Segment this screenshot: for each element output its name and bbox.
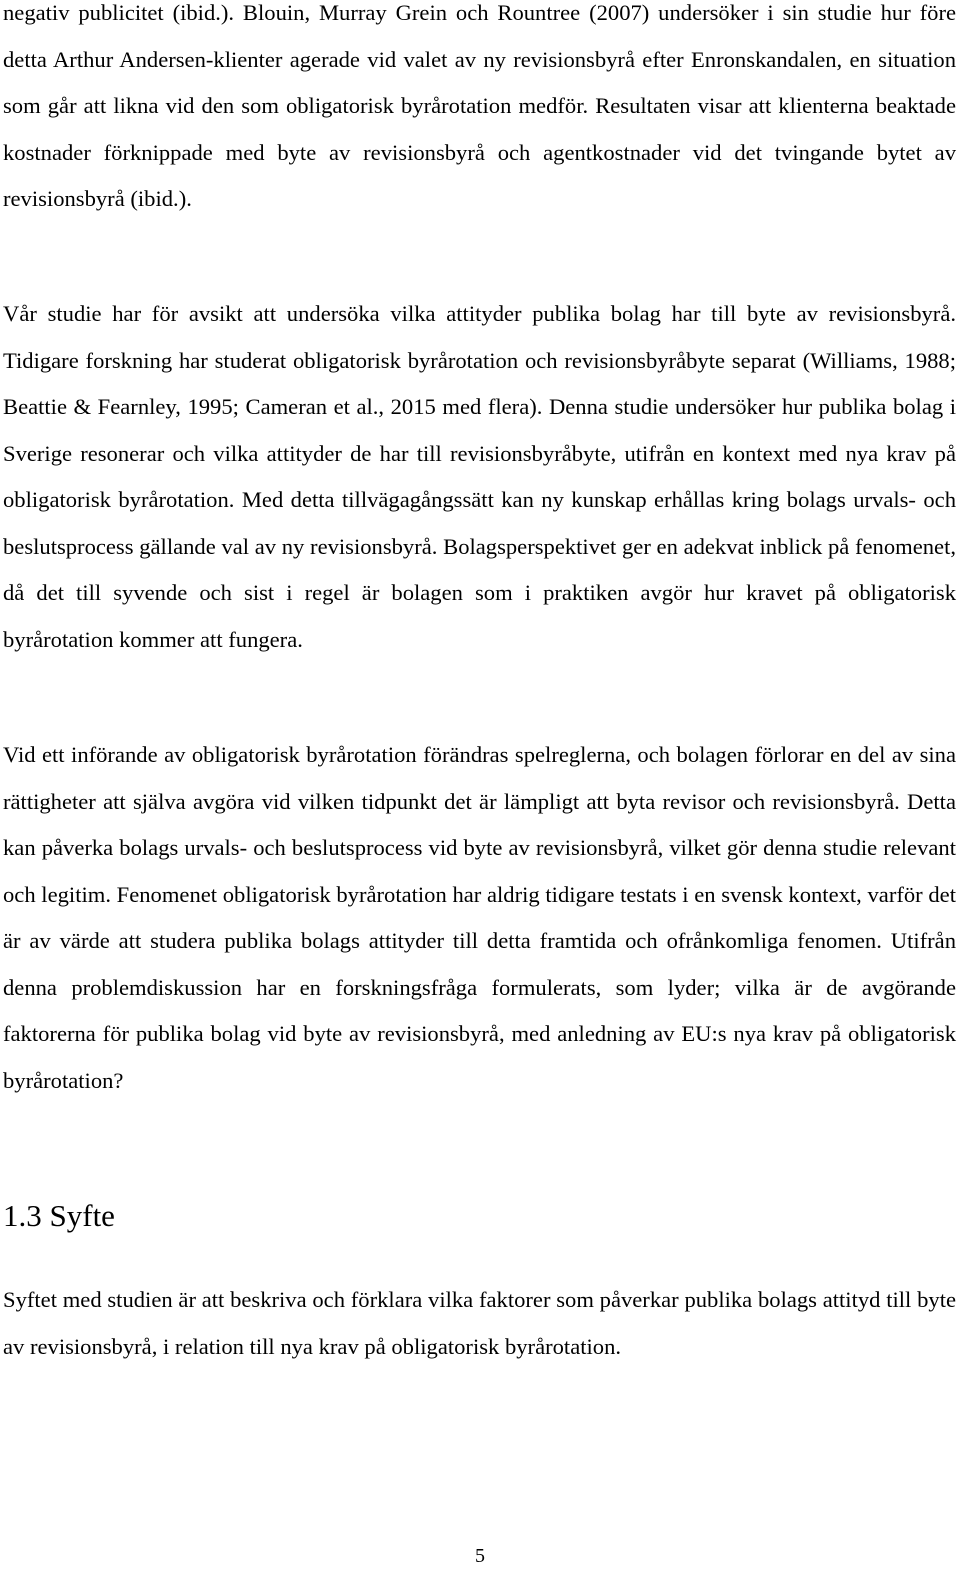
- paragraph-purpose: Syftet med studien är att beskriva och förklara vilka faktorer som påverkar publika bolags attityd till byte av revisionsbyrå, i relation till nya krav på obligatorisk byrårotation.: [3, 1287, 956, 1359]
- paragraph-audit-firm-switch-study: negativ publicitet (ibid.). Blouin, Murray Grein och Rountree (2007) undersöker i sin studie hur före detta Arthur Andersen-klienter agerade vid valet av ny revisionsbyrå efter Enronskandalen, en situation som går att likna vid den som obligatorisk byrårotation medför. Resultaten visar att klienterna beaktade kostnader förknippade med byte av revisionsbyrå och agentkostnader vid det tvingande bytet av revisionsbyrå (ibid.).: [3, 0, 956, 211]
- paragraph-study-intent: Vår studie har för avsikt att undersöka vilka attityder publika bolag har till byte av revisionsbyrå. Tidigare forskning har studerat obligatorisk byrårotation och revisionsbyråbyte separat (Williams, 1988; Beattie & Fearnley, 1995; Cameran et al., 2015 med flera). Denna studie undersöker hur publika bolag i Sverige resonerar och vilka attityder de har till revisionsbyråbyte, utifrån en kontext med nya krav på obligatorisk byrårotation. Med detta tillvägagångssätt kan ny kunskap erhållas kring bolags urvals- och beslutsprocess gällande val av ny revisionsbyrå. Bolagsperspektivet ger en adekvat inblick på fenomenet, då det till syvende och sist i regel är bolagen som i praktiken avgör hur kravet på obligatorisk byrårotation kommer att fungera.: [3, 301, 956, 652]
- page-number: 5: [475, 1545, 485, 1567]
- section-heading-syfte: 1.3 Syfte: [3, 1198, 115, 1233]
- paragraph-problem-discussion: Vid ett införande av obligatorisk byrårotation förändras spelreglerna, och bolagen förlorar en del av sina rättigheter att själva avgöra vid vilken tidpunkt det är lämpligt att byta revisor och revisionsbyrå. Detta kan påverka bolags urvals- och beslutsprocess vid byte av revisionsbyrå, vilket gör denna studie relevant och legitim. Fenomenet obligatorisk byrårotation har aldrig tidigare testats i en svensk kontext, varför det är av värde att studera publika bolags attityder till detta framtida och ofrånkomliga fenomen. Utifrån denna problemdiskussion har en forskningsfråga formulerats, som lyder; vilka är de avgörande faktorerna för publika bolag vid byte av revisionsbyrå, med anledning av EU:s nya krav på obligatorisk byrårotation?: [3, 742, 956, 1093]
